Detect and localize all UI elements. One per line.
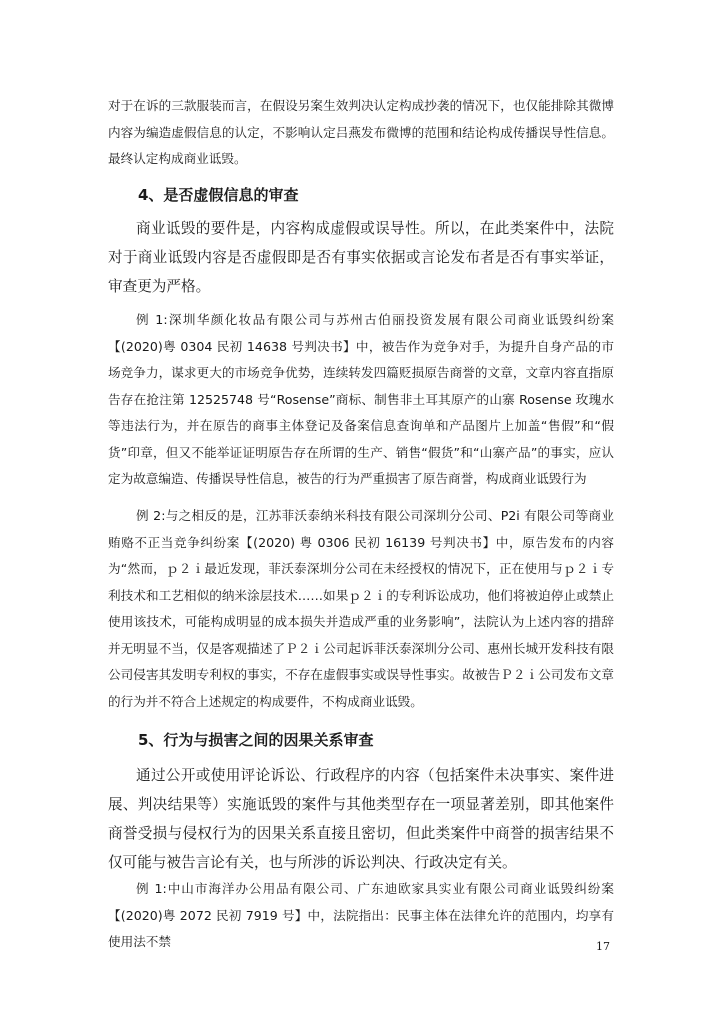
paragraph-example3: 例 1:中山市海洋办公用品有限公司、广东迪欧家具实业有限公司商业诋毁纠纷案【(2020)粤 2072 民初 7919 号】中，法院指出：民事主体在法律允许的范围内，均享有使用法不禁	[108, 881, 614, 949]
section-heading-5: 5、行为与损害之间的因果关系审查	[138, 731, 374, 749]
paragraph-section4: 商业诋毁的要件是，内容构成虚假或误导性。所以，在此类案件中，法院对于商业诋毁内容是否虚假即是否有事实依据或言论发布者是否有事实举证，审查更为严格。	[108, 220, 614, 295]
page-number: 17	[596, 940, 610, 953]
paragraph-example2: 例 2:与之相反的是，江苏菲沃泰纳米科技有限公司深圳分公司、P2i 有限公司等商业贿赂不正当竞争纠纷案【(2020) 粤 0306 民初 16139 号判决书】中，原告发布的内容为“然而，ｐ２ｉ最近发现，菲沃泰深圳分公司在未经授权的情况下，正在使用与ｐ２ｉ专利技术和工艺相似的纳米涂层技术……如果ｐ２ｉ的专利诉讼成功，他们将被迫停止或禁止使用该技术，可能构成明显的成本损失并造成严重的业务影响”，法院认为上述内容的措辞并无明显不当，仅是客观描述了Ｐ２ｉ公司起诉菲沃泰深圳分公司、惠州长城开发科技有限公司侵害其发明专利权的事实，不存在虚假事实或误导性事实。故被告Ｐ２ｉ公司发布文章的行为并不符合上述规定的构成要件，不构成商业诋毁。	[108, 508, 614, 709]
section-heading-4: 4、是否虚假信息的审查	[138, 186, 299, 204]
paragraph-example1: 例 1:深圳华颜化妆品有限公司与苏州古伯丽投资发展有限公司商业诋毁纠纷案【(2020)粤 0304 民初 14638 号判决书】中，被告作为竞争对手，为提升自身产品的市场竞争力，谋求更大的市场竞争优势，连续转发四篇贬损原告商誉的文章，文章内容直指原告存在抢注第 12525748 号“Rosense”商标、制售非土耳其原产的山寨 Rosense 玫瑰水等违法行为，并在原告的商事主体登记及备案信息查询单和产品图片上加盖“售假”和“假货”印章，但又不能举证证明原告存在所谓的生产、销售“假货”和“山寨产品”的事实，应认定为故意编造、传播误导性信息，被告的行为严重损害了原告商誉，构成商业诋毁行为	[108, 312, 614, 486]
paragraph-intro: 对于在诉的三款服装而言，在假设另案生效判决认定构成抄袭的情况下，也仅能排除其微博内容为编造虚假信息的认定，不影响认定吕燕发布微博的范围和结论构成传播误导性信息。最终认定构成商业诋毁。	[108, 98, 614, 166]
paragraph-section5: 通过公开或使用评论诉讼、行政程序的内容（包括案件未决事实、案件进展、判决结果等）实施诋毁的案件与其他类型存在一项显著差别，即其他案件商誉受损与侵权行为的因果关系直接且密切，但此类案件中商誉的损害结果不仅可能与被告言论有关，也与所涉的诉讼判决、行政决定有关。	[108, 767, 614, 871]
